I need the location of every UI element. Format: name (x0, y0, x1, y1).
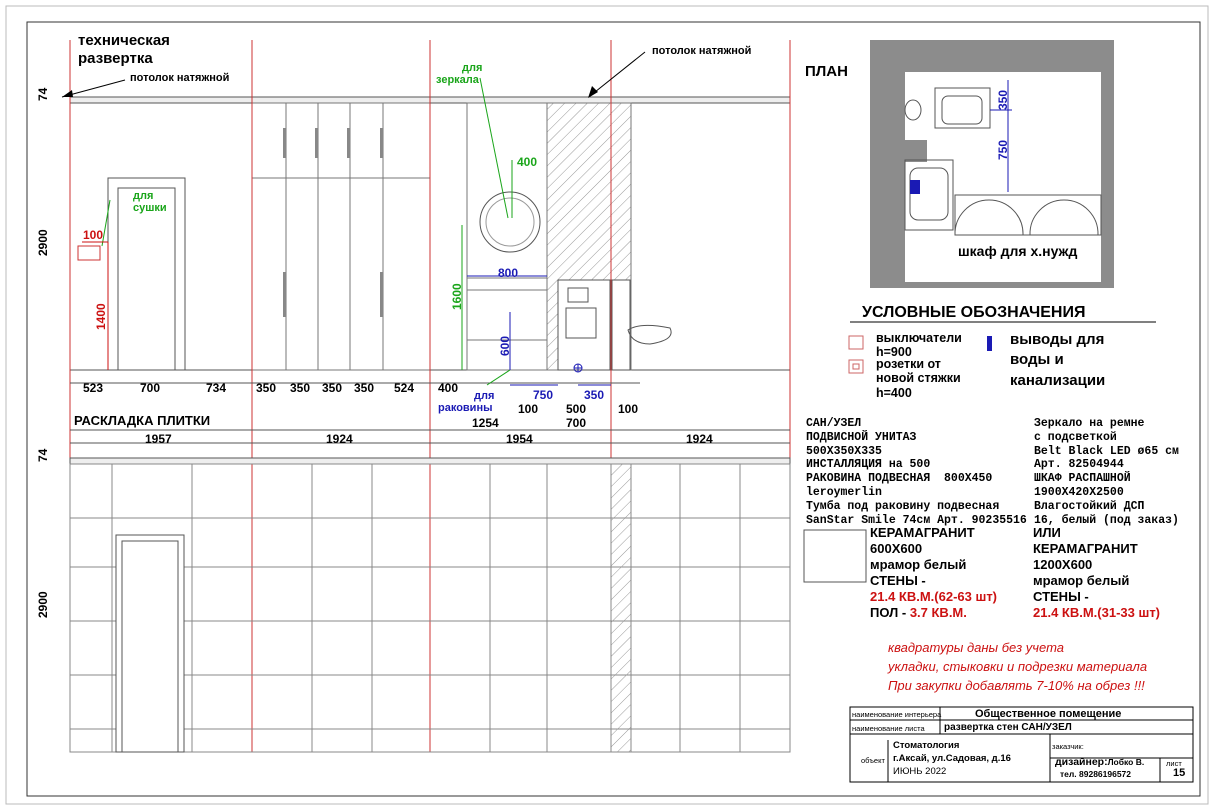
tile-b-1: КЕРАМАГРАНИТ (1033, 541, 1138, 556)
legend-switch-2: h=900 (876, 345, 912, 359)
stamp-object-3: ИЮНЬ 2022 (893, 766, 947, 777)
dim-total-1954: 1954 (506, 432, 533, 446)
mirror-note-2: зеркала (436, 74, 479, 86)
legend-outlets-3: канализации (1010, 372, 1106, 389)
dim-row2-100b: 100 (618, 402, 639, 416)
tile-a-5: 21.4 КВ.М.(62-63 шт) (870, 589, 998, 604)
warning-3: При закупки добавлять 7-10% на обрез !!! (888, 678, 1145, 693)
tile-b-4: СТЕНЫ - (1033, 589, 1089, 604)
stamp-sheet-label: наименование листа (852, 724, 925, 733)
dim-bottom-74: 74 (36, 448, 50, 462)
dim-row1-350c: 350 (322, 381, 343, 395)
legend-socket-1: розетки от (876, 357, 941, 371)
mirror-note-1: для (462, 62, 483, 74)
plan-dim-350: 350 (996, 89, 1010, 110)
dim-1600: 1600 (450, 283, 464, 310)
legend-socket-3: h=400 (876, 386, 912, 400)
spec-right: Зеркало на ремне с подсветкой Belt Black LED ø65 см Арт. 82504944 ШКАФ РАСПАШНОЙ 1900Х420Х2500 Влагостойкий ДСП 16, белый (под заказ) (1034, 417, 1179, 527)
tech-title-1: техническая (78, 32, 170, 49)
dim-800: 800 (498, 266, 519, 280)
dim-top-74: 74 (36, 87, 50, 101)
tile-sample (804, 530, 866, 582)
tile-a-6: ПОЛ - 3.7 КВ.М. (870, 605, 967, 620)
dim-row1-350a: 350 (256, 381, 277, 395)
vanity (467, 290, 547, 340)
tile-layout-title: РАСКЛАДКА ПЛИТКИ (74, 413, 211, 428)
dim-row2-100a: 100 (518, 402, 539, 416)
dim-100: 100 (83, 228, 104, 242)
ceiling-label-right: потолок натяжной (652, 45, 752, 57)
stamp-list-no: 15 (1173, 767, 1186, 779)
stamp-sheet-value: развертка стен САН/УЗЕЛ (944, 722, 1072, 733)
stamp-interior-label: наименование интерьера (852, 710, 942, 719)
dim-row1-750: 750 (533, 388, 554, 402)
dim-height-2900: 2900 (36, 229, 50, 256)
tile-b-0: ИЛИ (1033, 525, 1061, 540)
legend-socket-2: новой стяжки (876, 371, 961, 385)
dryer-note-1: для (133, 190, 154, 202)
plan-title: ПЛАН (805, 63, 848, 80)
legend-outlets-1: выводы для (1010, 331, 1105, 348)
ceiling-label-left: потолок натяжной (130, 72, 230, 84)
stamp-object-label: объект (861, 756, 885, 765)
cabinet (252, 103, 430, 370)
tech-title-2: развертка (78, 50, 153, 67)
tile-b-2: 1200Х600 (1033, 557, 1093, 572)
legend-title: УСЛОВНЫЕ ОБОЗНАЧЕНИЯ (862, 304, 1086, 321)
dim-bottom-2900: 2900 (36, 591, 50, 618)
stamp-object-1: Стоматология (893, 740, 960, 751)
plan-dim-750: 750 (996, 139, 1010, 160)
dim-row1-350b: 350 (290, 381, 311, 395)
tile-a-3: мрамор белый (870, 557, 967, 572)
legend-outlets-2: воды и (1010, 351, 1064, 368)
dim-total-1924b: 1924 (686, 432, 713, 446)
dim-row1-734: 734 (206, 381, 227, 395)
tile-b-3: мрамор белый (1033, 573, 1130, 588)
warning-1: квадратуры даны без учета (888, 640, 1064, 655)
sink-note-1: для (474, 390, 495, 402)
stamp-phone: тел. 89286196572 (1060, 769, 1132, 779)
legend-switch-1: выключатели (876, 331, 962, 345)
tile-b-5: 21.4 КВ.М.(31-33 шт) (1033, 605, 1161, 620)
spec-left: САН/УЗЕЛ ПОДВИСНОЙ УНИТАЗ 500Х350Х335 ИНСТАЛЛЯЦИЯ на 500 РАКОВИНА ПОДВЕСНАЯ 800Х450 leroymerlin Тумба под раковину подвесная SanStar Smile 74см Арт. 90235516 (806, 417, 1027, 527)
toilet (628, 325, 671, 344)
outlet-symbol-icon (987, 336, 992, 351)
dim-1400: 1400 (94, 303, 108, 330)
tile-a-1: КЕРАМАГРАНИТ (870, 525, 975, 540)
dim-total-1924a: 1924 (326, 432, 353, 446)
stamp-customer-label: заказчик: (1052, 742, 1084, 751)
stamp-designer: дизайнер:Лобко В. (1055, 756, 1145, 768)
dim-row2-700: 700 (566, 416, 587, 430)
dim-row1-524: 524 (394, 381, 415, 395)
dryer-socket-icon (78, 246, 100, 260)
dim-row2-1254: 1254 (472, 416, 499, 430)
dim-row1-400: 400 (438, 381, 459, 395)
dryer-note-2: сушки (133, 202, 167, 214)
dim-600: 600 (498, 335, 512, 356)
switch-symbol-icon (849, 336, 863, 349)
cabinet-plan-label: шкаф для х.нужд (958, 243, 1078, 259)
dim-row1-700: 700 (140, 381, 161, 395)
dim-row2-500: 500 (566, 402, 587, 416)
stamp-list-label: лист (1166, 759, 1182, 768)
tile-a-2: 600Х600 (870, 541, 923, 556)
dim-row1-523: 523 (83, 381, 104, 395)
tile-a-4: СТЕНЫ - (870, 573, 926, 588)
dim-row1-350d: 350 (354, 381, 375, 395)
dim-total-1957: 1957 (145, 432, 172, 446)
mirror (480, 192, 540, 252)
stamp-object-2: г.Аксай, ул.Садовая, д.16 (893, 753, 1011, 764)
warning-2: укладки, стыковки и подрезки материала (888, 659, 1148, 674)
dim-row1-350e: 350 (584, 388, 605, 402)
socket-symbol-icon (849, 360, 863, 373)
stamp-interior-value: Общественное помещение (975, 708, 1122, 720)
sink-note-2: раковины (438, 402, 493, 414)
dim-400-mirror: 400 (517, 155, 538, 169)
